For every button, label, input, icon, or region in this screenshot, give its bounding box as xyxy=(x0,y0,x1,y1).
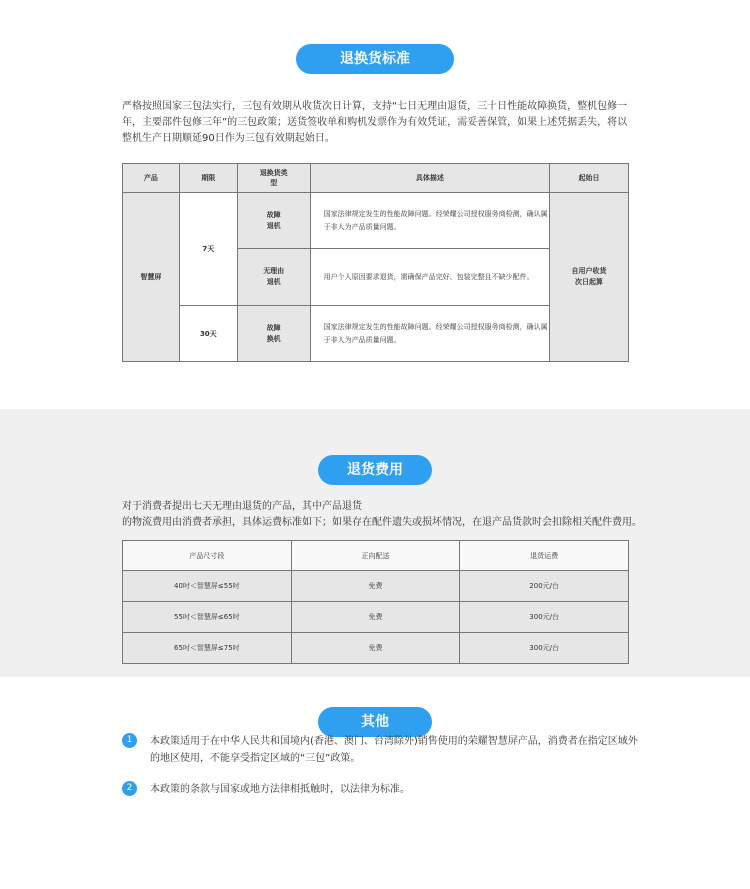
type-label: 故障换机 xyxy=(266,323,281,343)
shipping-table xyxy=(122,540,629,664)
shipping-intro-line2: 的物流费用由消费者承担，具体运费标准如下；如果存在配件遗失或损坏情况，在退产品货款时会扣除相关配件费用。 xyxy=(122,517,642,528)
desc-cell: 国家法律规定发生的性能故障问题。经荣耀公司授权服务商检测，确认属于非人为产品质量问题。 xyxy=(310,306,549,362)
table-row xyxy=(123,571,629,602)
list-item-text: 本政策适用于在中华人民共和国境内(香港、澳门、台湾除外)销售使用的荣耀智慧屏产品，消费者在指定区域外的地区使用，不能享受指定区域的“三包”政策。 xyxy=(150,736,638,764)
table-row xyxy=(123,633,629,664)
forward-cell: 免费 xyxy=(291,633,460,664)
returns-table xyxy=(122,163,629,362)
returns-title-pill: 退换货标准 xyxy=(296,44,454,74)
type-cell xyxy=(237,306,310,362)
header-type xyxy=(237,164,310,193)
header-start: 起始日 xyxy=(550,164,629,193)
period-7-cell: 7天 xyxy=(179,193,237,306)
desc-cell: 国家法律规定发生的性能故障问题。经荣耀公司授权服务商检测，确认属于非人为产品质量问题。 xyxy=(310,193,549,249)
header-forward: 正向配送 xyxy=(291,541,460,571)
list-item-text: 本政策的条款与国家或地方法律相抵触时，以法律为标准。 xyxy=(150,784,410,795)
type-label: 无理由退机 xyxy=(263,267,285,286)
fee-cell: 200元/台 xyxy=(460,571,629,602)
list-item xyxy=(122,733,642,767)
shipping-table-header xyxy=(123,541,629,571)
number-badge: 1 xyxy=(122,733,137,748)
fee-cell: 300元/台 xyxy=(460,633,629,664)
list-item xyxy=(122,781,642,798)
shipping-section xyxy=(0,409,750,677)
number-badge: 2 xyxy=(122,781,137,796)
fee-cell: 300元/台 xyxy=(460,602,629,633)
other-title-pill: 其他 xyxy=(318,707,432,737)
period-30-cell: 30天 xyxy=(179,306,237,362)
desc-cell: 用户个人原因要求退货，需确保产品完好、包装完整且不缺少配件。 xyxy=(310,249,549,306)
forward-cell: 免费 xyxy=(291,571,460,602)
table-row xyxy=(123,602,629,633)
shipping-intro-line1: 对于消费者提出七天无理由退货的产品，其中产品退货 xyxy=(122,501,362,512)
type-label: 故障退机 xyxy=(266,210,281,230)
size-cell: 65吋＜智慧屏≤75吋 xyxy=(123,633,292,664)
forward-cell: 免费 xyxy=(291,602,460,633)
other-section xyxy=(0,677,750,889)
type-cell xyxy=(237,193,310,249)
returns-intro: 严格按照国家三包法实行，三包有效期从收货次日计算，支持“七日无理由退货，三十日性能故障换货，整机包修一年，主要部件包修三年”的三包政策；送货签收单和购机发票作为有效凭证，需妥善保管，如果上述凭据丢失，将以整机生产日期顺延90日作为三包有效期起始日。 xyxy=(122,101,628,144)
header-type-label: 退换货类型 xyxy=(259,169,288,187)
header-desc: 具体描述 xyxy=(310,164,549,193)
header-product: 产品 xyxy=(123,164,180,193)
header-size: 产品尺寸段 xyxy=(123,541,292,571)
header-return-fee: 退货运费 xyxy=(460,541,629,571)
shipping-title-pill: 退货费用 xyxy=(318,455,432,485)
table-row xyxy=(123,193,629,249)
start-cell xyxy=(550,193,629,362)
returns-section xyxy=(0,0,750,409)
product-cell: 智慧屏 xyxy=(123,193,180,362)
start-label: 自用户收货次日起算 xyxy=(571,267,607,286)
shipping-intro xyxy=(122,499,642,531)
header-period: 期限 xyxy=(179,164,237,193)
size-cell: 55吋＜智慧屏≤65吋 xyxy=(123,602,292,633)
returns-table-header xyxy=(123,164,629,193)
type-cell xyxy=(237,249,310,306)
size-cell: 40吋＜智慧屏≤55吋 xyxy=(123,571,292,602)
